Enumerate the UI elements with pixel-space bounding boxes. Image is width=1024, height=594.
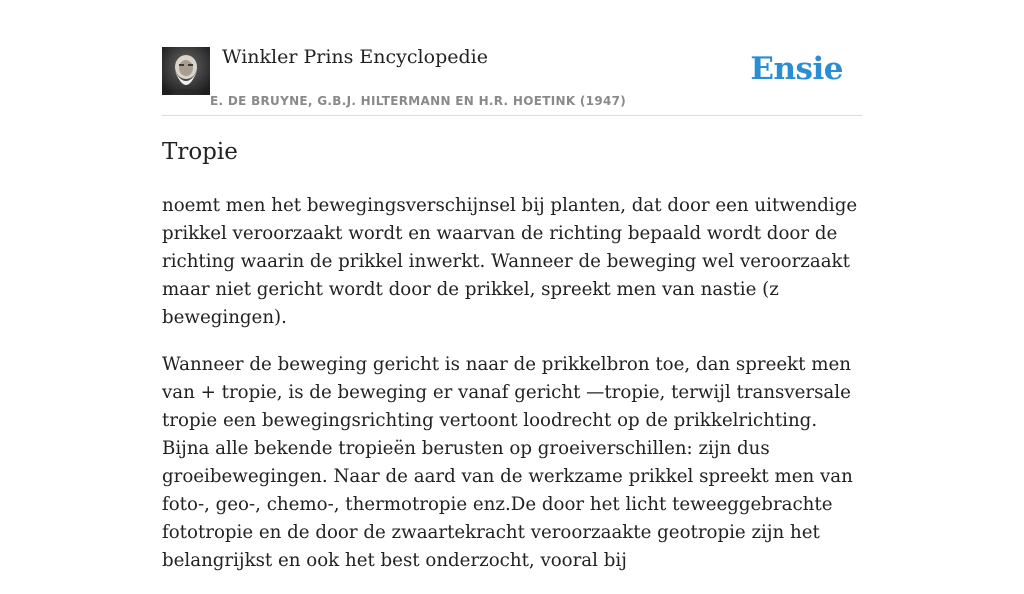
article-title: Tropie <box>162 139 238 165</box>
author-portrait-icon <box>162 47 210 95</box>
source-authors: E. DE BRUYNE, G.B.J. HILTERMANN EN H.R. HOETINK (1947) <box>210 94 627 108</box>
avatar[interactable] <box>162 47 210 95</box>
source-header <box>162 45 862 116</box>
brand-logo[interactable]: Ensie <box>750 51 843 87</box>
source-title[interactable]: Winkler Prins Encyclopedie <box>222 46 488 68</box>
article-paragraph: Wanneer de beweging gericht is naar de prikkelbron toe, dan spreekt men van + tropie, is de beweging er vanaf gericht —tropie, terwijl transversale tropie een bewegingsrichting vertoont loodrecht op de prikkelrichting. Bijna alle bekende tropieën berusten op groeiverschillen: zijn dus groeibewegingen. Naar de aard van de werkzame prikkel spreekt men van foto-, geo-, chemo-, thermotropie enz.De door het licht teweeggebrachte fototropie en de door de zwaartekracht veroorzaakte geotropie zijn het belangrijkst en ook het best onderzocht, vooral bij <box>162 354 853 571</box>
article-body <box>162 192 862 594</box>
article-paragraph: noemt men het bewegingsverschijnsel bij planten, dat door een uitwendige prikkel veroorzaakt wordt en waarvan de richting bepaald wordt door de richting waarin de prikkel inwerkt. Wanneer de beweging wel veroorzaakt maar niet gericht wordt door de prikkel, spreekt men van nastie (z bewegingen). <box>162 195 858 328</box>
